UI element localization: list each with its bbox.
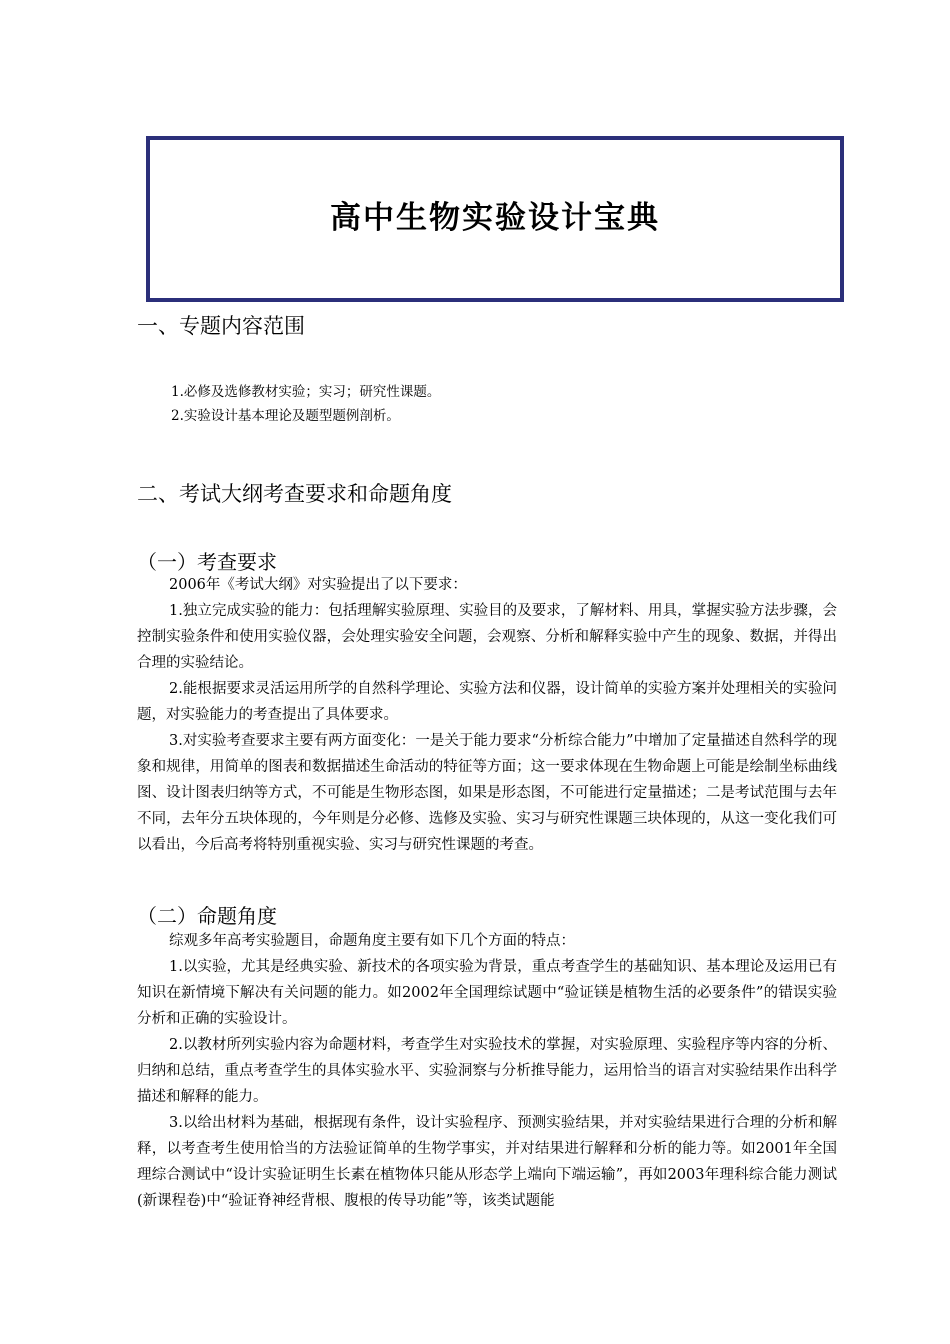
section1-heading: 一、专题内容范围	[137, 314, 305, 338]
sub2-intro: 综观多年高考实验题目，命题角度主要有如下几个方面的特点：	[169, 933, 575, 949]
list-item: 1.必修及选修教材实验；实习；研究性课题。	[171, 384, 441, 400]
sub2-para-2: 2.以教材所列实验内容为命题材料，考查学生对实验技术的掌握，对实验原理、实验程序等内容的分析、归纳和总结，重点考查学生的具体实验水平、实验洞察与分析推导能力，运用恰当的语言对实验结果作出科学描述和解释的能力。	[137, 1037, 837, 1105]
sub1-heading: （一）考查要求	[137, 550, 277, 574]
sub1-intro: 2006年《考试大纲》对实验提出了以下要求：	[169, 577, 467, 593]
sub1-para-1: 1.独立完成实验的能力：包括理解实验原理、实验目的及要求，了解材料、用具，掌握实验方法步骤，会控制实验条件和使用实验仪器，会处理实验安全问题，会观察、分析和解释实验中产生的现象、数据，并得出合理的实验结论。	[137, 603, 837, 671]
list-item: 2.实验设计基本理论及题型题例剖析。	[171, 408, 400, 424]
sub1-para-3: 3.对实验考查要求主要有两方面变化：一是关于能力要求“分析综合能力”中增加了定量描述自然科学的现象和规律，用简单的图表和数据描述生命活动的特征等方面；这一要求体现在生物命题上可能是绘制坐标曲线图、设计图表归纳等方式，不可能是生物形态图，如果是形态图，不可能进行定量描述；二是考试范围与去年不同，去年分五块体现的，今年则是分必修、选修及实验、实习与研究性课题三块体现的，从这一变化我们可以看出，今后高考将特别重视实验、实习与研究性课题的考查。	[137, 733, 837, 853]
title-box	[146, 136, 844, 302]
sub2-para-1: 1.以实验，尤其是经典实验、新技术的各项实验为背景，重点考查学生的基础知识、基本理论及运用已有知识在新情境下解决有关问题的能力。如2002年全国理综试题中“验证镁是植物生活的必要条件”的错误实验分析和正确的实验设计。	[137, 959, 837, 1027]
sub2-heading: （二）命题角度	[137, 904, 277, 928]
section1-list	[171, 380, 440, 428]
sub1-para-2: 2.能根据要求灵活运用所学的自然科学理论、实验方法和仪器，设计简单的实验方案并处理相关的实验问题，对实验能力的考查提出了具体要求。	[137, 681, 837, 723]
section2-heading: 二、考试大纲考查要求和命题角度	[137, 482, 452, 506]
sub2-para-3: 3.以给出材料为基础，根据现有条件，设计实验程序、预测实验结果，并对实验结果进行合理的分析和解释，以考查考生使用恰当的方法验证简单的生物学事实，并对结果进行解释和分析的能力等。如2001年全国理综合测试中“设计实验证明生长素在植物体只能从形态学上端向下端运输”，再如2003年理科综合能力测试(新课程卷)中“验证脊神经背根、腹根的传导功能”等，该类试题能	[137, 1115, 837, 1209]
document-title: 高中生物实验设计宝典	[330, 200, 660, 236]
